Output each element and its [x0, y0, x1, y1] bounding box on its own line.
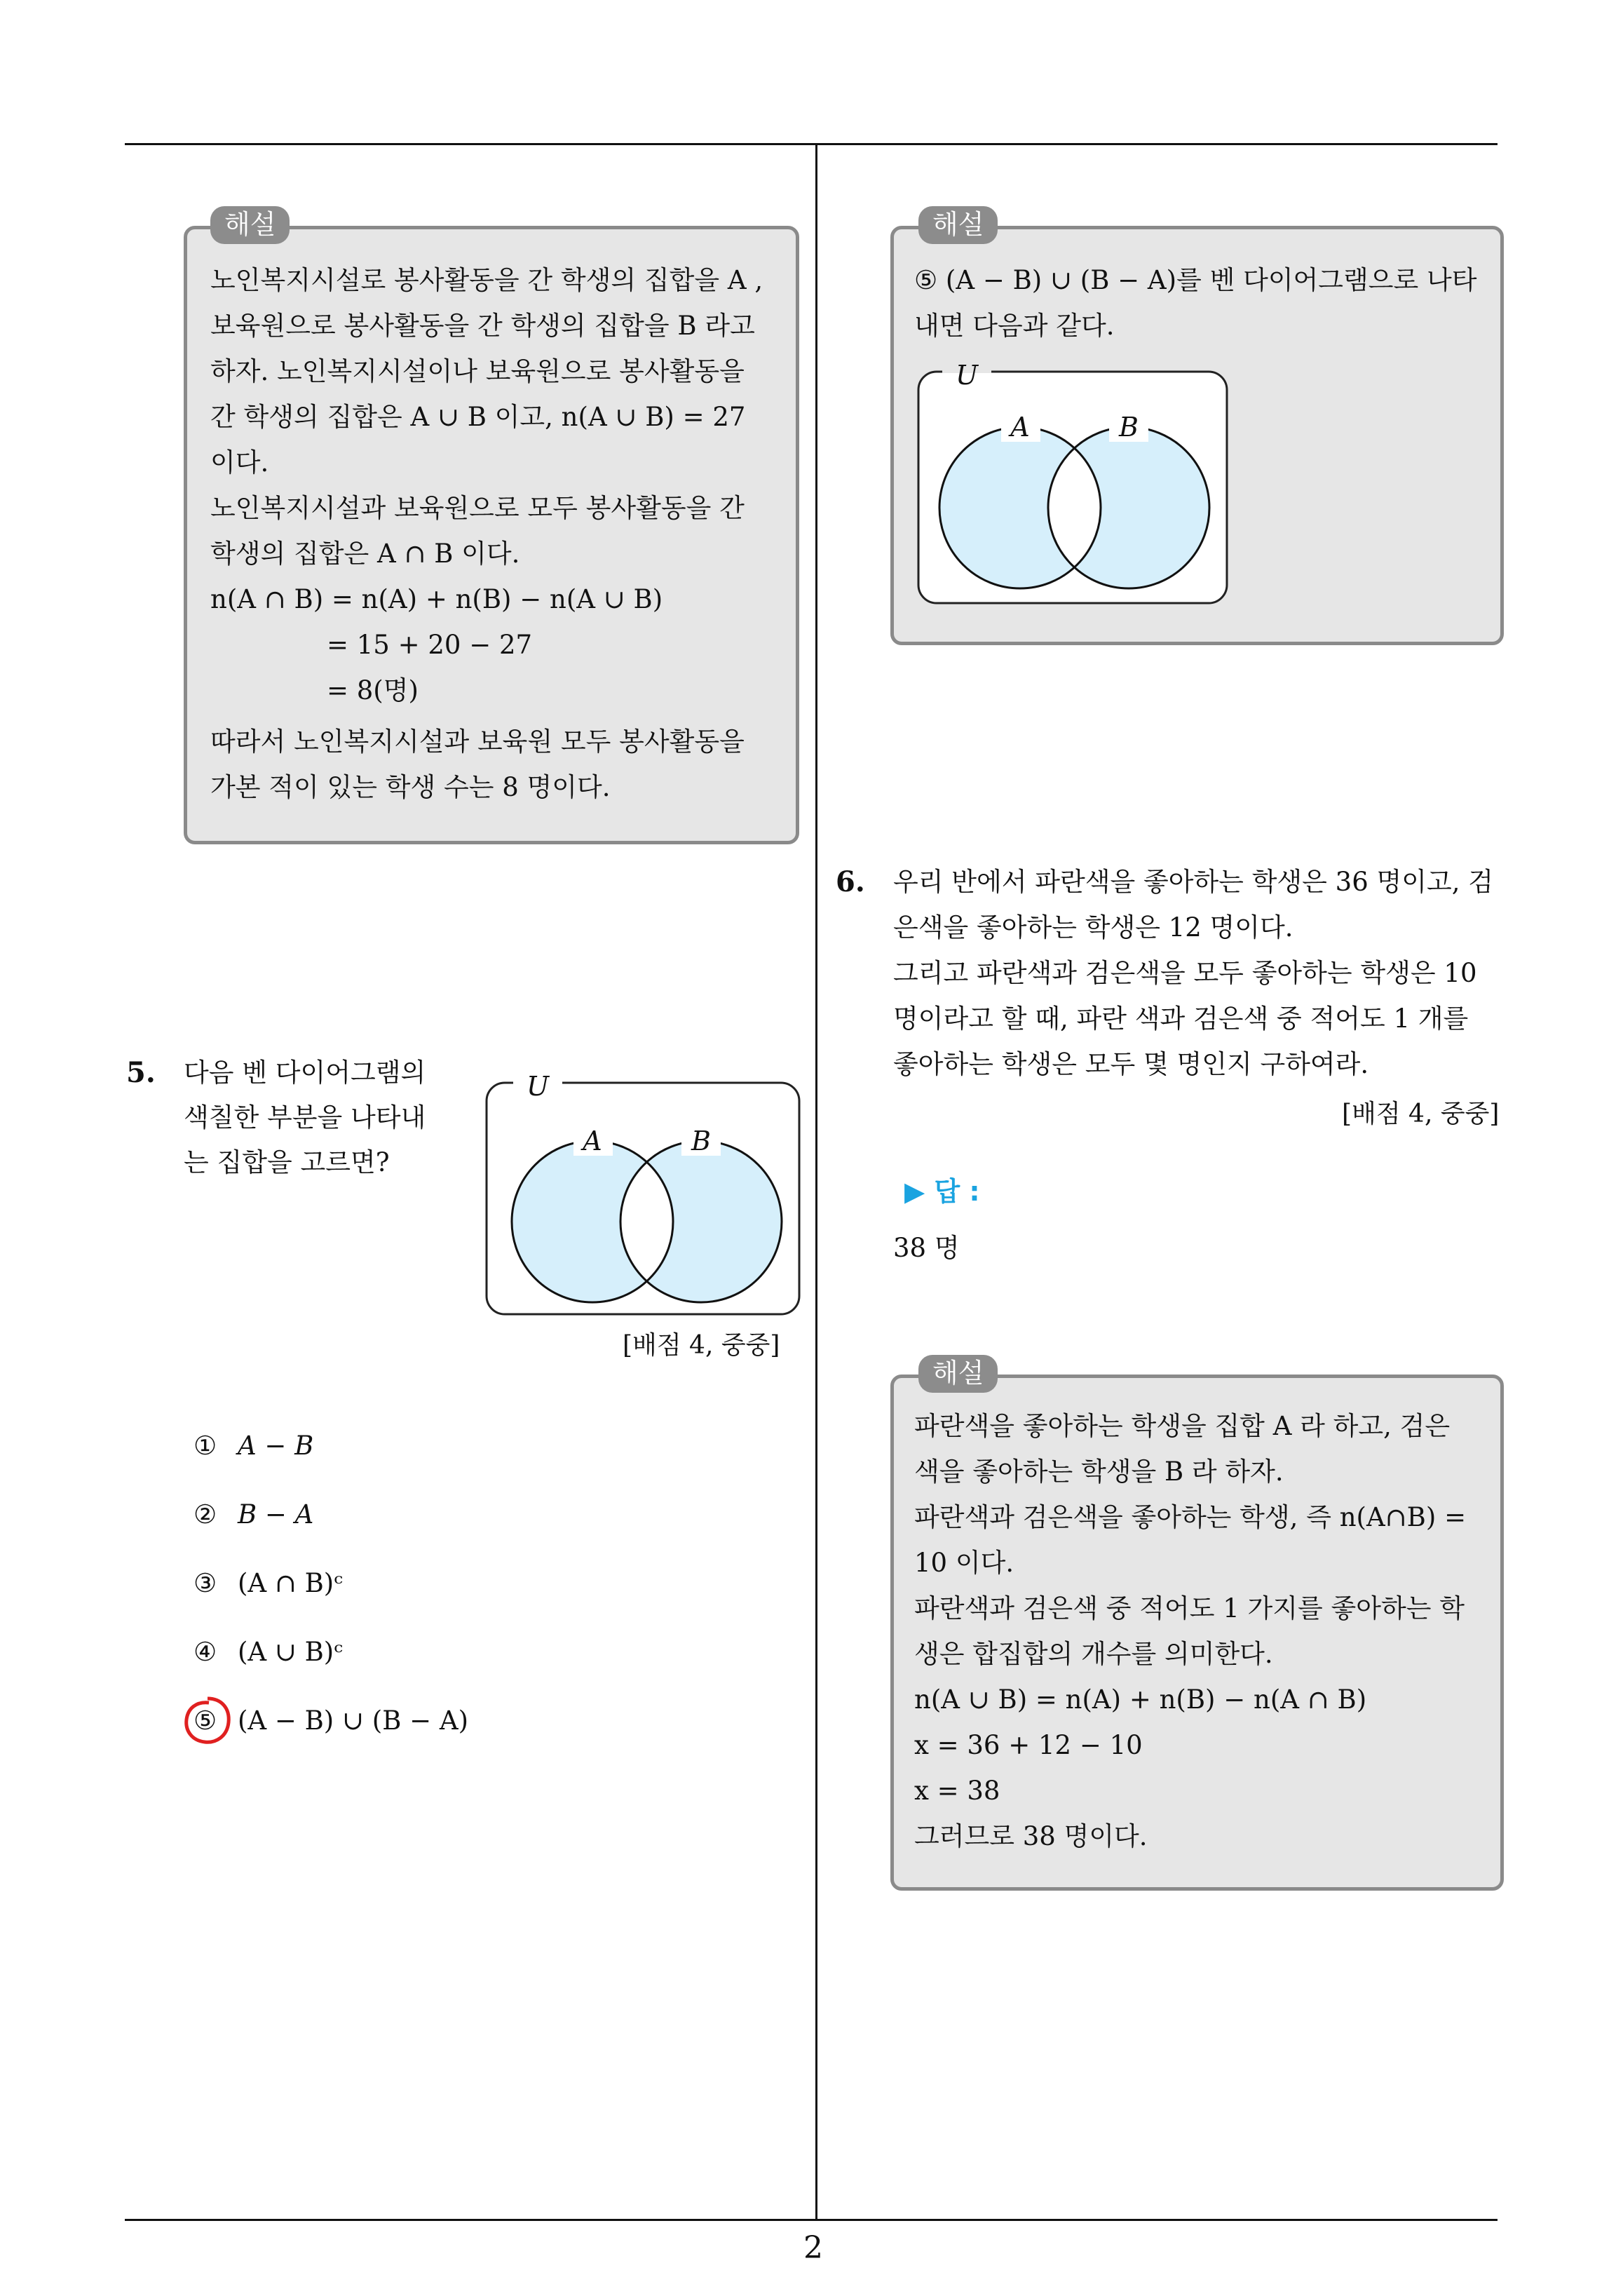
explain-line: 간 학생의 집합은 A ∪ B 이고, n(A ∪ B) = 27 — [210, 402, 746, 432]
explain-line: 파란색과 검은색을 좋아하는 학생, 즉 n(A∩B) = — [914, 1502, 1467, 1532]
question-line: 그리고 파란색과 검은색을 모두 좋아하는 학생은 10 — [893, 958, 1477, 988]
explain-line: 따라서 노인복지시설과 보육원 모두 봉사활동을 — [210, 727, 745, 757]
right-explanation-box-2 — [890, 1375, 1504, 1891]
answer-label: ▶ 답 : — [904, 1176, 980, 1207]
set-a-label: A — [583, 1126, 602, 1156]
question-line: 우리 반에서 파란색을 좋아하는 학생은 36 명이고, 검 — [893, 867, 1494, 897]
question-line: 좋아하는 학생은 모두 몇 명인지 구하여라. — [893, 1049, 1369, 1079]
explain-line: 생은 합집합의 개수를 의미한다. — [914, 1639, 1273, 1669]
option-mark: ② — [193, 1499, 217, 1529]
option-text: A − B — [237, 1431, 314, 1461]
explain-equation: x = 38 — [914, 1776, 1000, 1806]
question-line: 는 집합을 고르면? — [184, 1147, 390, 1177]
option-mark: ③ — [193, 1568, 217, 1598]
column-divider — [815, 143, 817, 2220]
option-mark: ① — [193, 1431, 217, 1461]
option-2[interactable] — [193, 1499, 313, 1529]
question-6-score: [배점 4, 중중] — [1342, 1100, 1500, 1128]
explanation-venn-diagram — [911, 355, 1234, 607]
option-text: B − A — [237, 1499, 314, 1529]
option-3[interactable] — [193, 1568, 343, 1598]
explain-line: 이다. — [210, 447, 269, 478]
selected-answer-circle — [179, 1693, 236, 1749]
explain-line: 학생의 집합은 A ∩ B 이다. — [210, 539, 520, 569]
question-5-venn-diagram — [484, 1066, 806, 1318]
explain-equation: = 15 + 20 − 27 — [327, 630, 533, 660]
bottom-rule — [125, 2219, 1498, 2221]
explain-line: 파란색을 좋아하는 학생을 집합 A 라 하고, 검은 — [914, 1411, 1451, 1441]
explanation-tag: 해설 — [918, 1355, 998, 1393]
explain-line: 10 이다. — [914, 1548, 1014, 1578]
explain-line: 노인복지시설과 보육원으로 모두 봉사활동을 간 — [210, 493, 745, 523]
set-b-label: B — [1119, 412, 1139, 443]
option-4[interactable] — [193, 1637, 343, 1667]
top-rule — [125, 143, 1498, 145]
explain-equation: = 8(명) — [327, 675, 419, 705]
option-text: (A − B) ∪ (B − A) — [237, 1706, 469, 1736]
explain-equation: n(A ∩ B) = n(A) + n(B) − n(A ∪ B) — [210, 584, 663, 614]
explain-line: ⑤ (A − B) ∪ (B − A)를 벤 다이어그램으로 나타 — [914, 265, 1477, 295]
universe-label: U — [955, 360, 979, 391]
option-text: (A ∩ B)ᶜ — [237, 1568, 344, 1598]
explain-line: 색을 좋아하는 학생을 B 라 하자. — [914, 1457, 1284, 1487]
option-1[interactable] — [193, 1431, 313, 1461]
question-6-number: 6. — [836, 865, 865, 898]
question-5-number: 5. — [126, 1056, 156, 1089]
set-b-label: B — [691, 1126, 711, 1156]
option-mark: ④ — [193, 1637, 217, 1667]
question-line: 다음 벤 다이어그램의 — [184, 1058, 426, 1088]
universe-label: U — [526, 1071, 550, 1102]
question-line: 은색을 좋아하는 학생은 12 명이다. — [893, 912, 1293, 943]
question-line: 명이라고 할 때, 파란 색과 검은색 중 적어도 1 개를 — [893, 1004, 1469, 1034]
explain-line: 가본 적이 있는 학생 수는 8 명이다. — [210, 772, 611, 802]
explain-line: 노인복지시설로 봉사활동을 간 학생의 집합을 A , — [210, 265, 763, 295]
question-line: 색칠한 부분을 나타내 — [184, 1102, 426, 1133]
explain-line: 그러므로 38 명이다. — [914, 1821, 1148, 1851]
explain-line: 보육원으로 봉사활동을 간 학생의 집합을 B 라고 — [210, 311, 755, 341]
set-a-label: A — [1010, 412, 1030, 443]
page-number: 2 — [803, 2230, 823, 2266]
option-text: (A ∪ B)ᶜ — [237, 1637, 344, 1667]
explain-line: 내면 다음과 같다. — [914, 311, 1115, 341]
explanation-tag: 해설 — [210, 206, 290, 244]
question-5-score: [배점 4, 중중] — [623, 1331, 780, 1360]
explain-equation: n(A ∪ B) = n(A) + n(B) − n(A ∩ B) — [914, 1684, 1367, 1715]
option-mark: ⑤ — [193, 1706, 217, 1736]
explain-equation: x = 36 + 12 − 10 — [914, 1730, 1143, 1760]
explanation-tag: 해설 — [918, 206, 998, 244]
explain-line: 파란색과 검은색 중 적어도 1 가지를 좋아하는 학 — [914, 1593, 1465, 1623]
explain-line: 하자. 노인복지시설이나 보육원으로 봉사활동을 — [210, 356, 745, 386]
answer-value[interactable]: 38 명 — [893, 1233, 960, 1263]
